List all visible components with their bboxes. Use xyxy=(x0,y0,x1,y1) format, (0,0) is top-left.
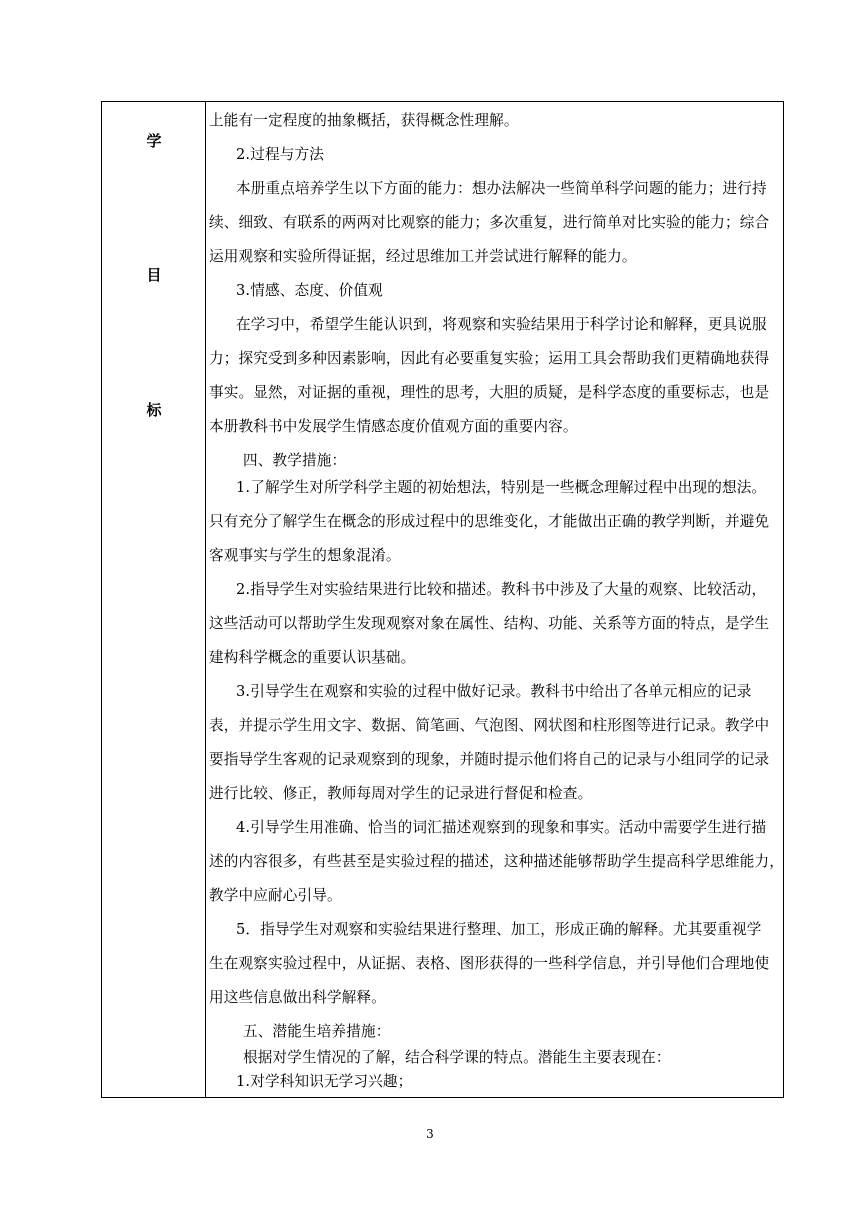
content-table xyxy=(101,101,784,1098)
text-line: 3.引导学生在观察和实验的过程中做好记录。教科书中给出了各单元相应的记录 xyxy=(236,683,752,700)
text-line: 4.引导学生用准确、恰当的词汇描述观察到的现象和事实。活动中需要学生进行描 xyxy=(236,819,767,836)
text-line: 客观事实与学生的想象混淆。 xyxy=(209,547,401,564)
subheading-emotion-attitude: 3.情感、态度、价值观 xyxy=(236,282,383,299)
text-line: 事实。显然，对证据的重视，理性的思考，大胆的质疑，是科学态度的重要标志，也是 xyxy=(209,384,770,401)
text-line: 本册教科书中发展学生情感态度价值观方面的重要内容。 xyxy=(209,418,578,435)
text-line: 5．指导学生对观察和实验结果进行整理、加工，形成正确的解释。尤其要重视学 xyxy=(236,921,762,938)
content-column xyxy=(206,102,783,1097)
text-line: 1.对学科知识无学习兴趣； xyxy=(236,1073,413,1090)
text-line: 本册重点培养学生以下方面的能力：想办法解决一些简单科学问题的能力；进行持 xyxy=(236,180,767,197)
text-line: 在学习中，希望学生能认识到，将观察和实验结果用于科学讨论和解释，更具说服 xyxy=(236,316,767,333)
text-line: 这些活动可以帮助学生发现观察对象在属性、结构、功能、关系等方面的特点，是学生 xyxy=(209,615,770,632)
text-line: 1.了解学生对所学科学主题的初始想法，特别是一些概念理解过程中出现的想法。 xyxy=(236,479,767,496)
text-line: 只有充分了解学生在概念的形成过程中的思维变化，才能做出正确的教学判断，并避免 xyxy=(209,513,770,530)
text-line: 运用观察和实验所得证据，经过思维加工并尝试进行解释的能力。 xyxy=(209,248,637,265)
text-line: 要指导学生客观的记录观察到的现象，并随时提示他们将自己的记录与小组同学的记录 xyxy=(209,751,770,768)
text-line: 上能有一定程度的抽象概括，获得概念性理解。 xyxy=(209,112,519,129)
label-char-biao: 标 xyxy=(146,401,162,419)
text-line: 根据对学生情况的了解，结合科学课的特点。潜能生主要表现在： xyxy=(243,1049,671,1066)
text-line: 教学中应耐心引导。 xyxy=(209,887,342,904)
text-line: 用这些信息做出科学解释。 xyxy=(209,989,386,1006)
text-line: 建构科学概念的重要认识基础。 xyxy=(209,649,416,666)
subheading-process-method: 2.过程与方法 xyxy=(236,146,324,163)
text-line: 表，并提示学生用文字、数据、简笔画、气泡图、网状图和柱形图等进行记录。教学中 xyxy=(209,717,770,734)
text-line: 述的内容很多，有些甚至是实验过程的描述，这种描述能够帮助学生提高科学思维能力， xyxy=(209,853,785,870)
heading-teaching-measures: 四、教学措施： xyxy=(243,452,347,469)
page-number: 3 xyxy=(426,1127,434,1141)
text-line: 生在观察实验过程中，从证据、表格、图形获得的一些科学信息，并引导他们合理地使 xyxy=(209,955,770,972)
text-line: 力；探究受到多种因素影响，因此有必要重复实验；运用工具会帮助我们更精确地获得 xyxy=(209,350,770,367)
heading-potential-students: 五、潜能生培养措施： xyxy=(243,1023,391,1040)
text-line: 进行比较、修正，教师每周对学生的记录进行督促和检查。 xyxy=(209,785,593,802)
section-label-column xyxy=(102,102,206,1097)
text-line: 续、细致、有联系的两两对比观察的能力；多次重复，进行简单对比实验的能力；综合 xyxy=(209,214,770,231)
text-line: 2.指导学生对实验结果进行比较和描述。教科书中涉及了大量的观察、比较活动， xyxy=(236,581,767,598)
label-char-mu: 目 xyxy=(146,266,162,284)
label-char-xue: 学 xyxy=(146,132,162,150)
